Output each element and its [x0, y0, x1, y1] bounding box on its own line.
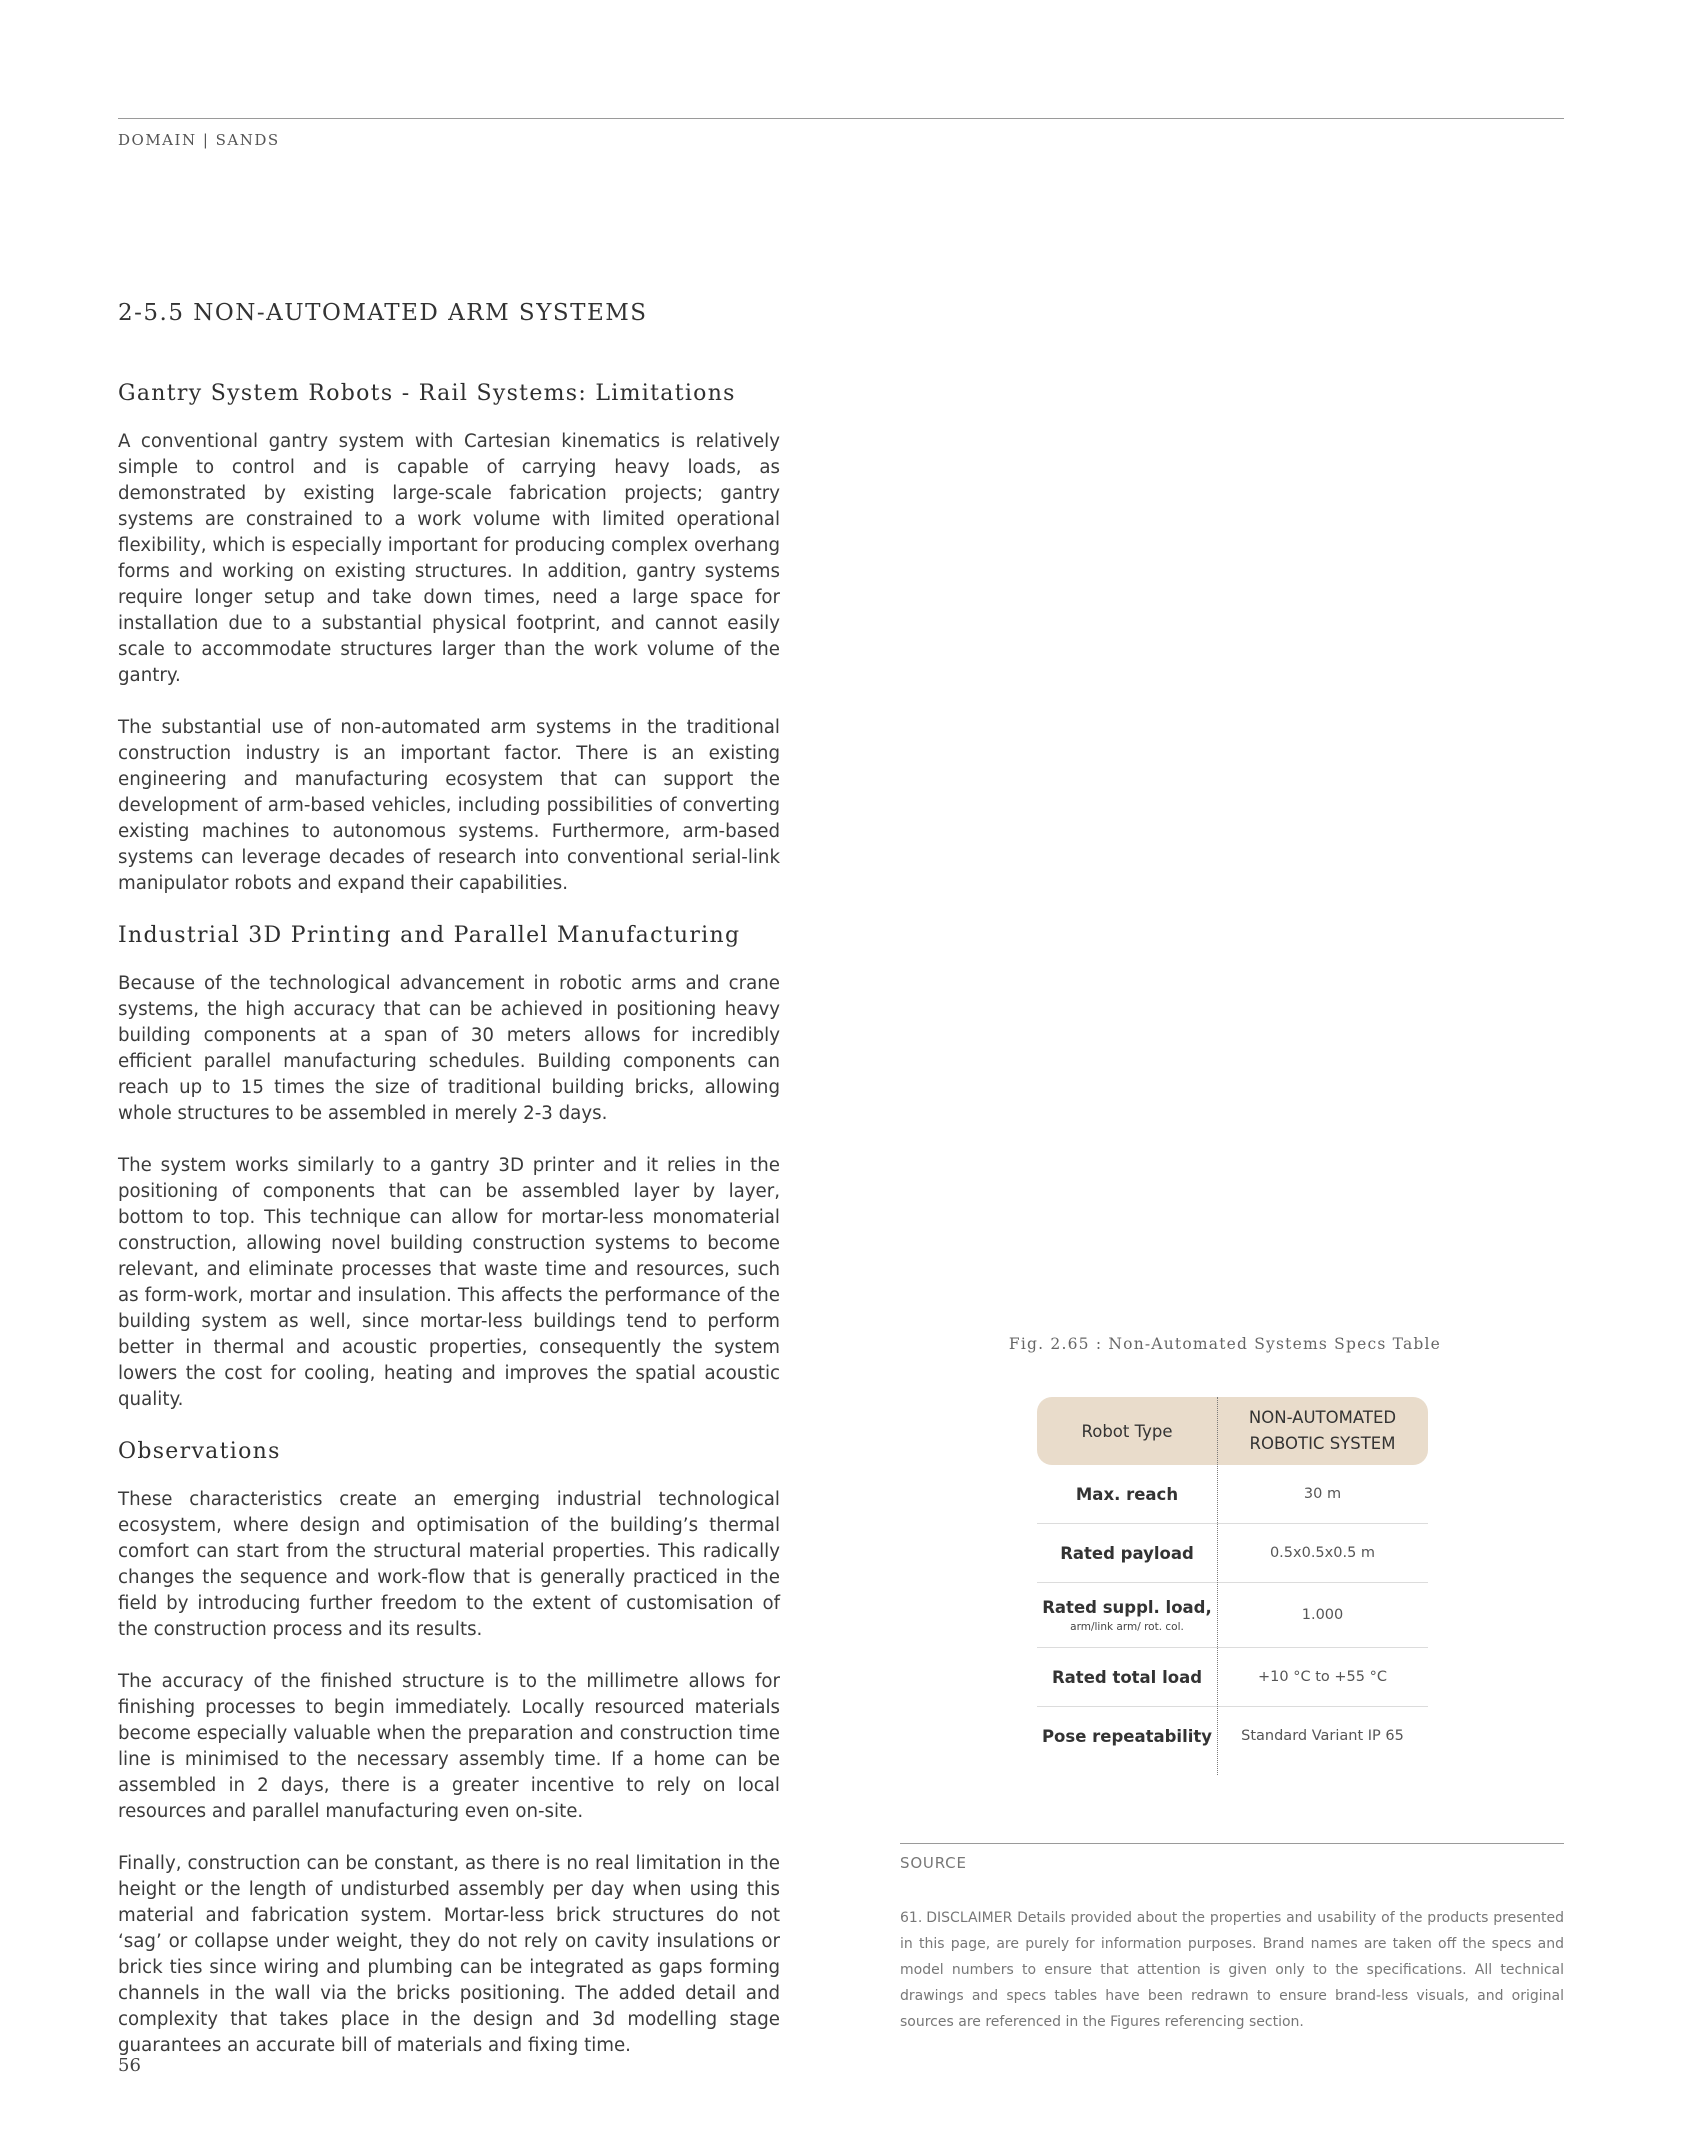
footnote-number: 61.	[900, 1910, 923, 1926]
main-text-column	[118, 381, 780, 2085]
subheading-observations: Observations	[118, 1439, 281, 1464]
paragraph: The accuracy of the finished structure is to the millimetre allows for finishing processes to begin immediately. Locally resourced materials become especially valuable when the preparation and construction time line is minimised to the necessary assembly time. If a home can be assembled in 2 days, there is a greater incentive to rely on local resources and parallel manufacturing even on-site.	[118, 1671, 780, 1822]
table-row	[1037, 1465, 1428, 1524]
row-label: Max. reach	[1075, 1484, 1179, 1504]
source-rule	[900, 1843, 1564, 1844]
row-value: 30 m	[1303, 1486, 1342, 1502]
header-rule	[118, 118, 1564, 119]
table-row	[1037, 1648, 1428, 1707]
row-value: Standard Variant IP 65	[1241, 1728, 1404, 1744]
specs-table	[1037, 1397, 1428, 1765]
row-value: 0.5x0.5x0.5 m	[1269, 1545, 1376, 1561]
row-label-group	[1037, 1598, 1217, 1633]
row-value: +10 °C to +55 °C	[1258, 1669, 1387, 1685]
column-divider	[1217, 1397, 1218, 1775]
row-sublabel: arm/link arm/ rot. col.	[1070, 1620, 1184, 1633]
page-number: 56	[118, 2055, 141, 2076]
paragraph: Because of the technological advancement in robotic arms and crane systems, the high accuracy that can be achieved in positioning heavy building components at a span of 30 meters allows for incredibly efficient parallel manufacturing schedules. Building components can reach up to 15 times the size of traditional building bricks, allowing whole structures to be assembled in merely 2-3 days.	[118, 973, 780, 1124]
footnote	[900, 1905, 1564, 2035]
figure-caption: Fig. 2.65 : Non-Automated Systems Specs Table	[1008, 1335, 1442, 1353]
paragraph: Finally, construction can be constant, as there is no real limitation in the height or the length of undisturbed assembly per day when using this material and fabrication system. Mortar-less brick structures do not ‘sag’ or collapse under weight, they do not rely on cavity insulations or brick ties since wiring and plumbing can be integrated as gaps forming channels in the wall via the bricks positioning. The added detail and complexity that takes place in the design and 3d modelling stage guarantees an accurate bill of materials and fixing time.	[118, 1853, 780, 2056]
section-title: 2-5.5 NON-AUTOMATED ARM SYSTEMS	[118, 300, 648, 326]
source-label: SOURCE	[900, 1854, 967, 1872]
row-value: 1.000	[1301, 1607, 1344, 1623]
footnote-text: DISCLAIMER Details provided about the properties and usability of the products presented in this page, are purely for information purposes. Brand names are taken off the specs and model numbers to ensure that attention is given only to the specifications. All technical drawings and specs tables have been redrawn to ensure brand-less visuals, and original sources are referenced in the Figures referencing section.	[900, 1910, 1564, 2030]
table-row	[1037, 1707, 1428, 1765]
subheading-gantry: Gantry System Robots - Rail Systems: Limitations	[118, 381, 736, 406]
table-row	[1037, 1524, 1428, 1583]
row-label: Rated suppl. load,	[1042, 1597, 1212, 1617]
row-label: Rated total load	[1051, 1667, 1203, 1687]
row-label: Pose repeatability	[1041, 1726, 1213, 1746]
specs-table-header	[1037, 1397, 1428, 1465]
header-value-line2: ROBOTIC SYSTEM	[1249, 1434, 1396, 1453]
paragraph: The system works similarly to a gantry 3D printer and it relies in the positioning of components that can be assembled layer by layer, bottom to top. This technique can allow for mortar-less monomaterial construction, allowing novel building construction systems to become relevant, and eliminate processes that waste time and resources, such as form-work, mortar and insulation. This affects the performance of the building system as well, since mortar-less buildings tend to perform better in thermal and acoustic properties, consequently the system lowers the cost for cooling, heating and improves the spatial acoustic quality.	[118, 1155, 780, 1410]
paragraph: A conventional gantry system with Cartesian kinematics is relatively simple to control and is capable of carrying heavy loads, as demonstrated by existing large-scale fabrication projects; gantry systems are constrained to a work volume with limited operational flexibility, which is especially important for producing complex overhang forms and working on existing structures. In addition, gantry systems require longer setup and take down times, need a large space for installation due to a substantial physical footprint, and cannot easily scale to accommodate structures larger than the work volume of the gantry.	[118, 431, 780, 686]
running-head: DOMAIN | SANDS	[118, 131, 280, 149]
subheading-industrial-3d-printing: Industrial 3D Printing and Parallel Manufacturing	[118, 923, 741, 948]
header-label: Robot Type	[1081, 1421, 1173, 1441]
header-value	[1217, 1405, 1428, 1457]
header-value-line1: NON-AUTOMATED	[1248, 1408, 1397, 1427]
table-row	[1037, 1583, 1428, 1648]
paragraph: The substantial use of non-automated arm systems in the traditional construction industry is an important factor. There is an existing engineering and manufacturing ecosystem that can support the development of arm-based vehicles, including possibilities of converting existing machines to autonomous systems. Furthermore, arm-based systems can leverage decades of research into conventional serial-link manipulator robots and expand their capabilities.	[118, 717, 780, 894]
paragraph: These characteristics create an emerging industrial technological ecosystem, where design and optimisation of the building’s thermal comfort can start from the structural material properties. This radically changes the sequence and work-flow that is generally practiced in the field by introducing further freedom to the extent of customisation of the construction process and its results.	[118, 1489, 780, 1640]
row-label: Rated payload	[1060, 1543, 1194, 1563]
